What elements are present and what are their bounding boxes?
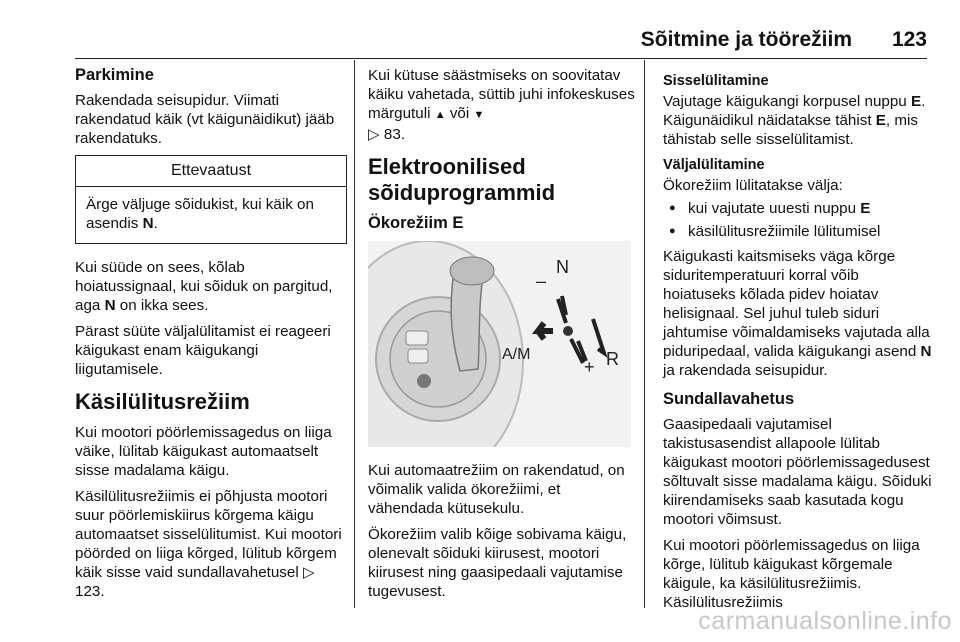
kickdown-heading: Sundallavahetus [663, 390, 795, 408]
activation-paragraph: Vajutage käigukangi korpusel nuppu E. Käigunäidikul näidatakse tähist E, mis tähistab selle sisselülitamist. [663, 93, 926, 148]
shift-indicator-icon: ▼ [473, 109, 485, 121]
column-1 [75, 66, 347, 608]
eco-paragraph-1: Kui automaatrežiim on rakendatud, on võimalik valida ökorežiimi, et vähendada kütusekulu. [368, 462, 625, 517]
page-reference-triangle-icon: ▷ [368, 126, 380, 143]
kickdown-paragraph-1: Gaasipedaali vajutamisel takistusasendist allapoole lülitab käigukast mootori pöörlemissagedusest sõltuvalt sisse madalama käigu. Sõiduki kiirendamiseks saab kasutada kogu mootori võimsust. [663, 416, 932, 528]
parking-heading: Parkimine [75, 66, 154, 84]
minus-label: – [536, 271, 547, 291]
caution-title: Ettevaatust [76, 156, 346, 187]
r-position-label: R [606, 349, 619, 369]
column-2 [368, 66, 636, 608]
manual-mode-paragraph-1: Kui mootori pöörlemissagedus on liiga väike, lülitab käigukast automaatselt sisse madalama käigu. [75, 424, 332, 479]
column-divider [644, 60, 645, 608]
page-number: 123 [891, 28, 927, 51]
upshift-indicator-icon: ▲ [434, 109, 446, 121]
gear-lever-diagram [368, 241, 631, 447]
gear-lever-illustration [368, 241, 631, 447]
section-title: Sõitmine ja töörežiim [640, 28, 852, 51]
page-reference-link[interactable]: 123. [75, 583, 105, 600]
manual-mode-paragraph-2: Käsilülitusrežiimis ei põhjusta mootori suur pöörlemiskiirus kõrgema käigu automaatset sisselülitumist. Kui mootori pöörded on liiga kõrged, lülitub kõrgem käik sisse vaid sundallavahetusel ▷ 123. [75, 488, 342, 600]
upshift-paragraph: Kui kütuse säästmiseks on soovitatav käiku vahetada, süttib juhi infokeskuses märgutuli ▲ või ▼ ▷ 83. [368, 67, 635, 143]
watermark: carmanualsonline.info [698, 607, 952, 635]
caution-box [75, 155, 347, 244]
page-reference-triangle-icon: ▷ [302, 564, 315, 581]
bullet-item: ● kui vajutate uuesti nuppu E [663, 199, 933, 218]
am-label: A/M [502, 346, 531, 363]
warning-signal-paragraph: Kui süüde on sees, kõlab hoiatussignaal, kui sõiduk on pargitud, aga N on ikka sees. [75, 259, 333, 314]
plus-label: + [584, 357, 595, 377]
electronic-programs-heading: Elektroonilised sõiduprogrammid [368, 154, 556, 205]
deactivation-heading: Väljalülitamine [663, 157, 765, 173]
eco-mode-heading: Ökorežiim E [368, 214, 464, 232]
caution-text: Ärge väljuge sõidukist, kui käik on asendis N. [86, 196, 314, 232]
column-divider [354, 60, 355, 608]
eco-paragraph-2: Ökorežiim valib kõige sobivama käigu, olenevalt sõiduki kiirusest, mootori kiirusest ning gaasipedaali vajutamise tugevusest. [368, 526, 627, 600]
n-position-label: N [556, 257, 569, 277]
manual-mode-heading: Käsilülitusrežiim [75, 389, 250, 414]
ignition-off-paragraph: Pärast süüte väljalülitamist ei reageeri käigukast enam käigukangi liigutamisele. [75, 323, 331, 378]
header-rule [75, 58, 927, 59]
activation-heading: Sisselülitamine [663, 73, 769, 89]
deactivation-intro: Ökorežiim lülitatakse välja: [663, 177, 843, 194]
clutch-warning-paragraph: Käigukasti kaitsmiseks väga kõrge siduritemperatuuri korral võib hoiatuseks kõlada pidev hoiatav helisignaal. Sel juhul tuleb siduri jahtumise võimaldamiseks vajutada alla piduripedaal, valida käigukangi asend N ja rakendada seisupidur. [663, 248, 932, 379]
parking-paragraph: Rakendada seisupidur. Viimati rakendatud käik (vt käigunäidikut) jääb rakendatuks. [75, 92, 335, 147]
kickdown-paragraph-2: Kui mootori pöörlemissagedus on liiga kõrge, lülitub käigukast kõrgemale käigule, ka käsilülitusrežiimis. Käsilülitusrežiimis [663, 537, 920, 611]
bullet-item: ● käsilülitusrežiimile lülitumisel [663, 222, 933, 241]
page-reference-link[interactable]: 83. [383, 126, 406, 143]
page-header [75, 24, 927, 52]
column-3 [663, 66, 933, 619]
